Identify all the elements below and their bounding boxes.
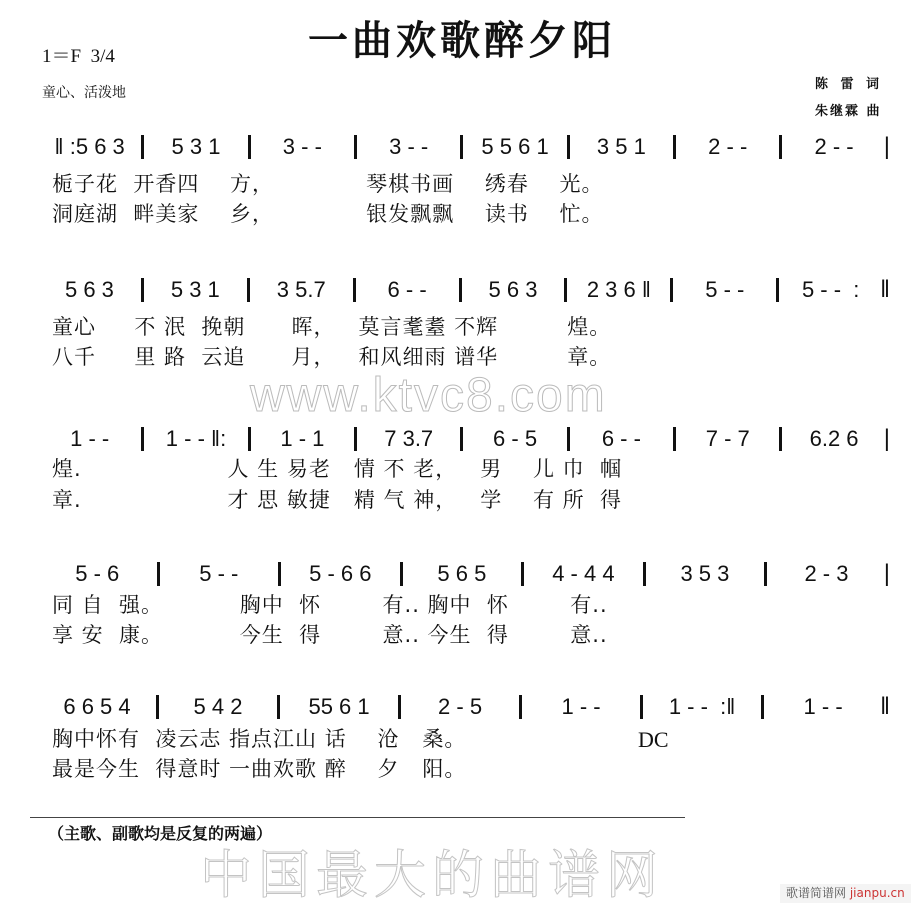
measure: 2 3 6 ‖ — [586, 277, 651, 302]
barline — [521, 562, 524, 586]
barline — [354, 427, 357, 451]
lyricist: 陈 雷 词 — [815, 77, 884, 92]
barline — [670, 278, 673, 302]
song-title: 一曲欢歌醉夕阳 — [308, 18, 616, 64]
measure: 6.2 6 — [809, 426, 859, 451]
end-barline: | — [883, 560, 890, 587]
barline — [643, 562, 646, 586]
measure: 6 - 5 — [493, 426, 538, 451]
barline — [141, 427, 144, 451]
end-barline: ‖ — [880, 276, 891, 303]
measure: 1 - - — [70, 426, 110, 451]
divider — [30, 817, 685, 818]
lyrics-verse-2: 洞庭湖 畔美家 乡， 银发飘飘 读书 忙。 — [52, 202, 604, 226]
staff-line — [40, 132, 890, 162]
barline — [640, 695, 643, 719]
measure: 3 - - — [389, 134, 429, 159]
lyrics-verse-2: 最是今生 得意时 一曲欢歌 醉 夕 阳。 — [52, 757, 467, 781]
lyrics-verse-1: 同 自 强。 胸中 怀 有.. 胸中 怀 有.. — [52, 593, 608, 617]
measure: 3 5 1 — [596, 134, 646, 159]
barline — [564, 278, 567, 302]
barline — [248, 427, 251, 451]
lyrics-verse-1: 煌. 人 生 易老 情 不 老， 男 儿 巾 帼 — [52, 457, 622, 481]
barline — [519, 695, 522, 719]
measure: 1 - - — [561, 694, 601, 719]
measure: 6 - - — [601, 426, 641, 451]
staff-line — [40, 692, 890, 722]
footer-domain: jianpu.cn — [849, 886, 905, 900]
measure: 5 - 6 6 — [309, 561, 372, 586]
measure: ‖ :5 6 3 — [54, 134, 125, 159]
dc-marking: DC — [638, 727, 669, 752]
measure: 5 6 5 — [437, 561, 487, 586]
measure: 5 6 3 — [64, 277, 114, 302]
barline — [141, 278, 144, 302]
measure: 5 - - — [705, 277, 745, 302]
barline — [567, 135, 570, 159]
end-barline: ‖ — [880, 693, 891, 720]
measure: 5 3 1 — [171, 134, 221, 159]
composer: 朱继霖 曲 — [815, 104, 882, 119]
lyrics-verse-1: 童心 不 泯 挽朝 晖， 莫言耄耋 不辉 煌。 — [52, 315, 612, 339]
staff-line — [40, 559, 890, 589]
barline — [157, 562, 160, 586]
lyrics-verse-2: 章. 才 思 敏捷 精 气 神， 学 有 所 得 — [52, 488, 622, 512]
footer-logo — [780, 884, 911, 903]
measure: 6 6 5 4 — [63, 694, 131, 719]
lyrics-verse-1: 栀子花 开香四 方， 琴棋书画 绣春 光。 — [52, 172, 604, 196]
measure: 3 5 3 — [680, 561, 730, 586]
measure: 2 - 3 — [804, 561, 849, 586]
measure: 5 - 6 — [75, 561, 120, 586]
staff-line — [40, 424, 890, 454]
measure: 1 - - :‖ — [668, 694, 736, 719]
barline — [567, 427, 570, 451]
barline — [278, 562, 281, 586]
key-signature: 1＝F 3/4 — [42, 46, 115, 67]
measure: 7 - 7 — [705, 426, 750, 451]
measure: 1 - - — [803, 694, 843, 719]
lyrics-verse-2: 享 安 康。 今生 得 意.. 今生 得 意.. — [52, 623, 608, 647]
measure: 1 - 1 — [280, 426, 325, 451]
measure: 55 6 1 — [308, 694, 370, 719]
barline — [141, 135, 144, 159]
measure: 1 - - ‖: — [165, 426, 227, 451]
measure: 5 6 3 — [488, 277, 538, 302]
lyrics-verse-1: 胸中怀有 凌云志 指点江山 话 沧 桑。 — [52, 727, 467, 751]
barline — [779, 427, 782, 451]
tempo-marking: 童心、活泼地 — [42, 85, 126, 101]
barline — [353, 278, 356, 302]
measure: 4 - 4 4 — [552, 561, 615, 586]
barline — [673, 427, 676, 451]
barline — [277, 695, 280, 719]
measure: 7 3.7 — [384, 426, 434, 451]
measure: 3 5.7 — [276, 277, 326, 302]
footnote: （主歌、副歌均是反复的两遍） — [48, 824, 273, 843]
barline — [459, 278, 462, 302]
barline — [247, 278, 250, 302]
lyrics-verse-2: 八千 里 路 云追 月， 和风细雨 谱华 章。 — [52, 345, 612, 369]
measure: 2 - - — [708, 134, 748, 159]
barline — [779, 135, 782, 159]
measure: 5 3 1 — [170, 277, 220, 302]
measure: 2 - 5 — [438, 694, 483, 719]
measure: 6 - - — [387, 277, 427, 302]
barline — [156, 695, 159, 719]
barline — [673, 135, 676, 159]
end-barline: | — [883, 425, 890, 452]
barline — [460, 135, 463, 159]
barline — [248, 135, 251, 159]
measure: 3 - - — [282, 134, 322, 159]
watermark-url: www.ktvc8.com — [250, 369, 607, 422]
measure: 5 5 6 1 — [481, 134, 549, 159]
measure: 5 - - : — [801, 277, 860, 302]
staff-line — [40, 275, 890, 305]
barline — [354, 135, 357, 159]
barline — [776, 278, 779, 302]
barline — [761, 695, 764, 719]
barline — [460, 427, 463, 451]
measure: 5 4 2 — [193, 694, 243, 719]
measure: 2 - - — [814, 134, 854, 159]
barline — [400, 562, 403, 586]
barline — [764, 562, 767, 586]
footer-site: 歌谱简谱网 — [786, 886, 847, 900]
measure: 5 - - — [199, 561, 239, 586]
end-barline: | — [883, 133, 890, 160]
barline — [398, 695, 401, 719]
watermark-site: 中国最大的曲谱网 — [200, 846, 665, 906]
